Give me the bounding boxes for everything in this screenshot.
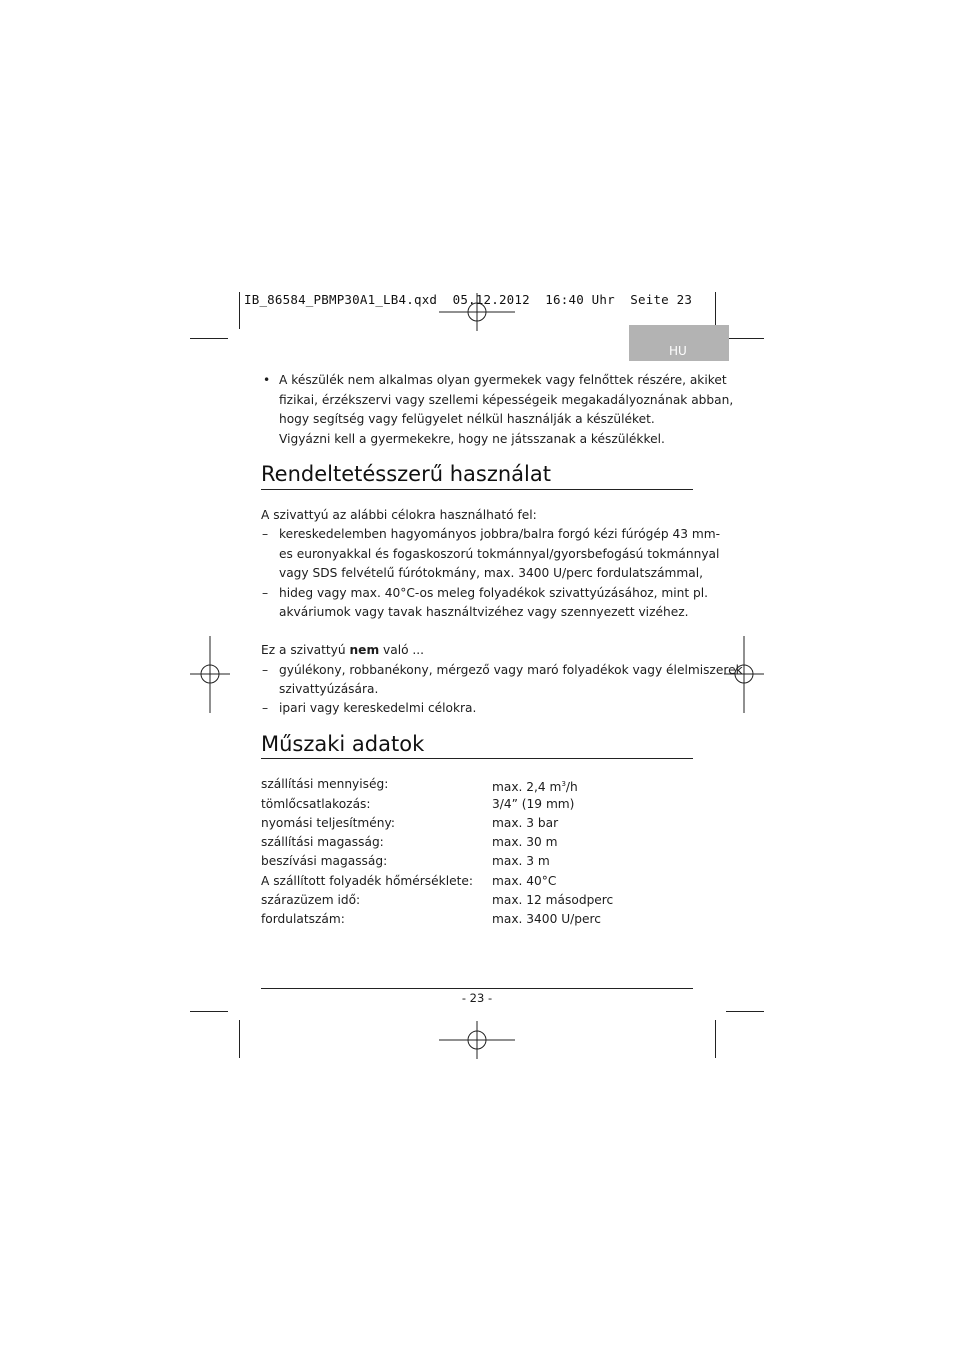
spec-label: szállítási mennyiség: xyxy=(261,777,389,791)
registration-mark-bottom xyxy=(439,1021,515,1059)
spec-value: max. 3400 U/perc xyxy=(492,912,601,926)
dash-marker: – xyxy=(262,662,269,677)
spec-value: max. 3 bar xyxy=(492,816,559,830)
spec-value-sup: 3 xyxy=(561,780,566,788)
not-item-line: ipari vagy kereskedelmi célokra. xyxy=(279,701,477,715)
crop-mark-bottom-right-v xyxy=(715,1020,716,1058)
file-slug: IB_86584_PBMP30A1_LB4.qxd 05.12.2012 16:40 Uhr Seite 23 xyxy=(244,292,693,307)
usage-item-line: es euronyakkal és fogaskoszorú tokmánnyal/gyorsbefogású tokmánnyal xyxy=(279,546,720,561)
crop-mark-top-right-h xyxy=(726,338,764,339)
spec-label: A szállított folyadék hőmérséklete: xyxy=(261,873,473,888)
dash-marker: – xyxy=(262,527,269,541)
usage-item-line: vagy SDS felvételű fúrótokmány, max. 3400 U/perc fordulatszámmal, xyxy=(279,566,704,580)
intro-line: A készülék nem alkalmas olyan gyermekek vagy felnőttek részére, akiket xyxy=(279,373,727,387)
spec-value: max. 3 m xyxy=(492,854,550,868)
usage-item-line: akváriumok vagy tavak használtvizéhez vagy szennyezett vizéhez. xyxy=(279,605,689,619)
spec-label: szállítási magasság: xyxy=(261,835,384,849)
heading-underline xyxy=(261,758,693,759)
crop-mark-top-left-h xyxy=(190,338,228,339)
intro-line: Vigyázni kell a gyermekekre, hogy ne játsszanak a készülékkel. xyxy=(279,431,665,446)
dash-marker: – xyxy=(262,585,269,600)
usage-item-line: hideg vagy max. 40°C-os meleg folyadékok szivattyúzásához, mint pl. xyxy=(279,585,709,600)
usage-item-line: kereskedelemben hagyományos jobbra/balra forgó kézi fúrógép 43 mm- xyxy=(279,527,721,541)
spec-value: 3/4” (19 mm) xyxy=(492,796,575,811)
crop-mark-bottom-left-v xyxy=(239,1020,240,1058)
spec-value: max. 12 másodperc xyxy=(492,893,614,907)
registration-mark-left xyxy=(190,636,230,713)
spec-value: max. 30 m xyxy=(492,835,558,849)
footer-rule xyxy=(261,988,693,989)
spec-value-main: max. 2,4 m xyxy=(492,780,562,795)
section-heading-specs: Műszaki adatok xyxy=(261,732,425,756)
spec-label: szárazüzem idő: xyxy=(261,893,361,907)
not-for-emphasis: nem xyxy=(349,643,380,657)
spec-value-suffix: /h xyxy=(565,780,578,795)
spec-label: nyomási teljesítmény: xyxy=(261,816,395,830)
not-for-statement xyxy=(261,641,424,660)
spec-label: tömlőcsatlakozás: xyxy=(261,796,371,811)
not-item-line: szivattyúzására. xyxy=(279,682,379,696)
crop-mark-bottom-left-h xyxy=(190,1011,228,1012)
spec-value: max. 40°C xyxy=(492,873,557,888)
language-tab-label: HU xyxy=(669,344,687,358)
intro-line: fizikai, érzékszervi vagy szellemi képességeik megakadályoznának abban, xyxy=(279,392,734,407)
not-item-line: gyúlékony, robbanékony, mérgező vagy maró folyadékok vagy élelmiszerek xyxy=(279,662,743,677)
not-for-prefix: Ez a szivattyú xyxy=(261,643,350,657)
crop-mark-top-left-v xyxy=(239,292,240,329)
heading-underline xyxy=(261,489,693,490)
crop-mark-bottom-right-h xyxy=(726,1011,764,1012)
spec-label: beszívási magasság: xyxy=(261,854,388,868)
intro-line: hogy segítség vagy felügyelet nélkül használják a készüléket. xyxy=(279,412,655,426)
section-heading-usage: Rendeltetésszerű használat xyxy=(261,462,551,486)
language-tab xyxy=(629,325,729,361)
dash-marker: – xyxy=(262,701,269,715)
page-number: - 23 - xyxy=(461,991,493,1005)
crop-mark-top-right-v xyxy=(715,292,716,329)
bullet-dot: • xyxy=(263,373,271,387)
not-for-suffix: való ... xyxy=(379,643,425,657)
usage-intro: A szivattyú az alábbi célokra használható fel: xyxy=(261,508,537,522)
spec-label: fordulatszám: xyxy=(261,912,345,926)
